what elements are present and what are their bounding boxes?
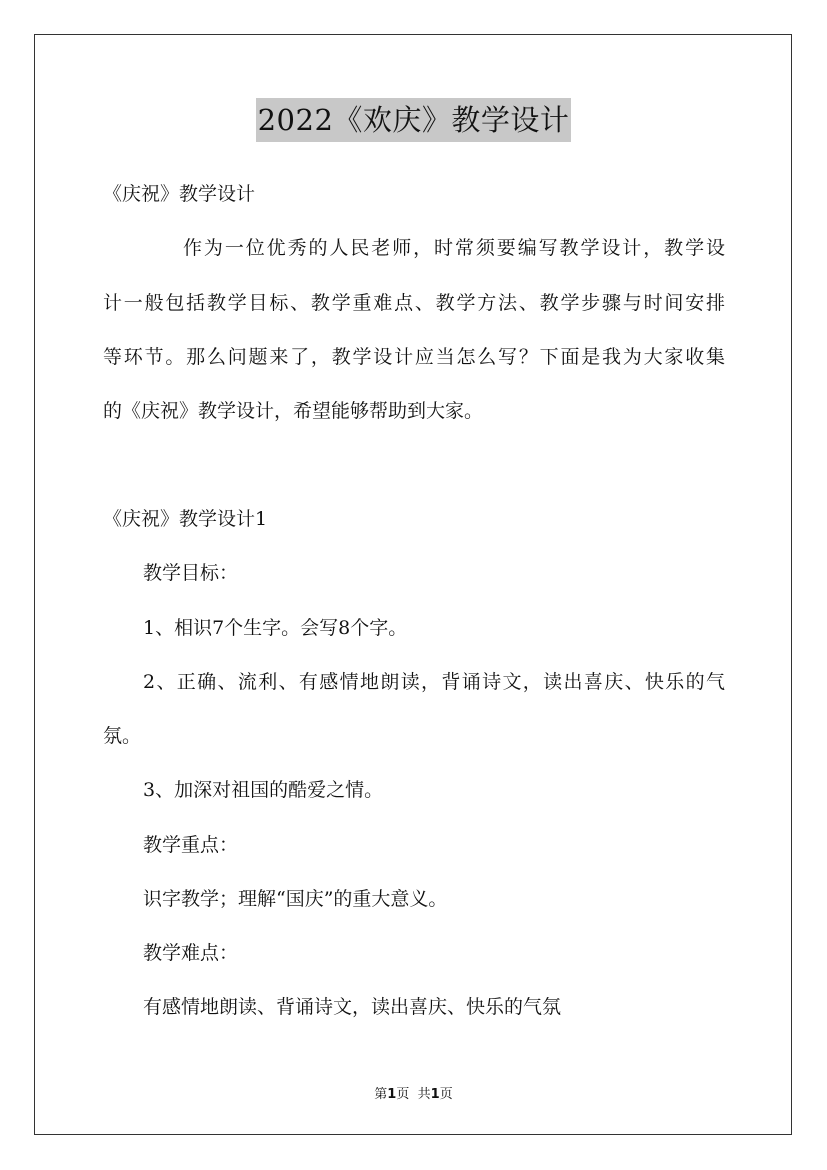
page-footer — [0, 1083, 827, 1102]
intro-line-4: 的《庆祝》教学设计，希望能够帮助到大家。 — [103, 400, 484, 422]
total-suffix: 页 — [439, 1087, 453, 1102]
document-subtitle: 《庆祝》教学设计 — [103, 183, 256, 205]
difficulties-text: 有感情地朗读、背诵诗文，读出喜庆、快乐的气氛 — [143, 996, 562, 1018]
difficulties-label: 教学难点： — [143, 942, 239, 964]
key-points-label: 教学重点： — [143, 834, 239, 856]
goal-1: 1、相识7个生字。会写8个字。 — [143, 617, 408, 639]
goal-2-line-1: 2、正确、流利、有感情地朗读，背诵诗文，读出喜庆、快乐的气 — [143, 671, 725, 693]
goals-label: 教学目标： — [143, 562, 239, 584]
intro-line-2: 计一般包括教学目标、教学重难点、教学方法、教学步骤与时间安排 — [103, 292, 725, 314]
total-prefix: 共 — [417, 1087, 431, 1102]
intro-line-3: 等环节。那么问题来了，教学设计应当怎么写？下面是我为大家收集 — [103, 346, 725, 368]
page-prefix: 第 — [374, 1087, 388, 1102]
document-title-wrapper — [0, 98, 827, 142]
section-heading: 《庆祝》教学设计1 — [103, 508, 268, 530]
document-title: 2022《欢庆》教学设计 — [256, 98, 572, 142]
intro-line-1: 作为一位优秀的人民老师，时常须要编写教学设计，教学设 — [183, 237, 725, 259]
page-suffix: 页 — [396, 1087, 410, 1102]
key-points-text: 识字教学；理解“国庆”的重大意义。 — [143, 888, 448, 910]
goal-3: 3、加深对祖国的酷爱之情。 — [143, 779, 384, 801]
goal-2-line-2: 氛。 — [103, 725, 142, 747]
page-number: 1 — [387, 1087, 397, 1102]
total-number: 1 — [430, 1087, 440, 1102]
